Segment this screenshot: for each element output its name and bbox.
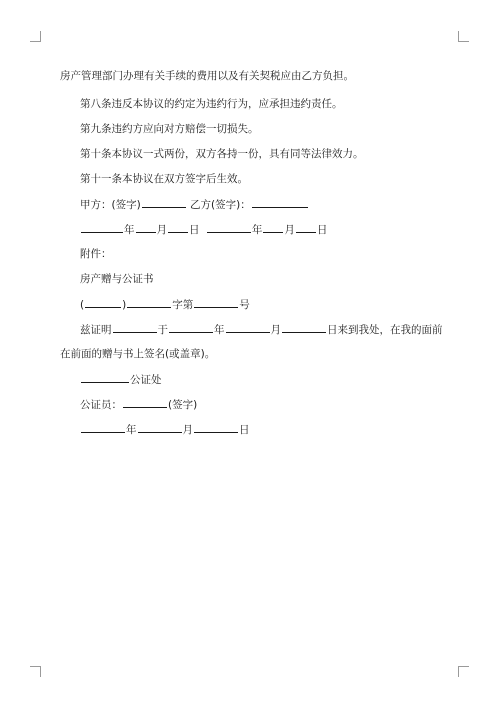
corner-mark-top-left [30, 31, 41, 42]
serial-blank [194, 297, 238, 308]
year-blank [81, 222, 123, 233]
certify-line [80, 322, 443, 337]
article-9: 第九条违约方应向对方赔偿一切损失。 [80, 123, 259, 135]
corner-mark-bottom-left [30, 666, 41, 677]
zi-label: 字第 [172, 299, 194, 311]
year-label: 年 [126, 424, 137, 436]
article-11: 第十一条本协议在双方签字后生效。 [80, 173, 248, 185]
yu-label: 于 [157, 324, 168, 336]
notary-person-label: 公证员： [80, 399, 122, 411]
office-name-blank [81, 372, 129, 383]
year-blank [81, 422, 125, 433]
day-blank [296, 222, 316, 233]
party-b-label: 乙方(签字)： [190, 199, 251, 211]
day-label: 日 [189, 224, 200, 236]
day-blank [282, 322, 326, 333]
month-blank [226, 322, 270, 333]
paragraph-tax-burden: 房产管理部门办理有关手续的费用以及有关契税应由乙方负担。 [60, 70, 354, 82]
month-label: 月 [156, 224, 167, 236]
hao-label: 号 [239, 299, 250, 311]
month-blank [263, 222, 283, 233]
certify-prefix: 兹证明 [80, 324, 112, 336]
party-a-label: 甲方：(签字) [80, 199, 141, 211]
year-label: 年 [251, 224, 263, 236]
year-blank [207, 222, 251, 233]
date-line-1 [80, 222, 327, 237]
month-label: 月 [182, 424, 193, 436]
party-a-blank [142, 197, 186, 208]
day-label: 日 [316, 224, 328, 236]
signature-line [80, 197, 309, 212]
notary-person-blank [123, 397, 167, 408]
year-blank [169, 322, 213, 333]
article-10: 第十条本协议一式两份，双方各持一份，具有同等法律效力。 [80, 148, 364, 160]
day-label: 日 [239, 424, 250, 436]
paren-open: ( [80, 299, 85, 311]
month-label: 月 [270, 324, 281, 336]
corner-mark-top-right [458, 31, 469, 42]
notary-title: 房产赠与公证书 [80, 273, 154, 285]
month-label: 月 [284, 224, 295, 236]
notary-office-line [80, 372, 162, 387]
attachment-label: 附件： [80, 248, 112, 260]
notary-person-line [80, 397, 197, 412]
date-line-3 [80, 422, 250, 437]
number-blank [127, 297, 171, 308]
party-b-blank [252, 197, 308, 208]
day-blank [194, 422, 238, 433]
article-8: 第八条违反本协议的约定为违约行为，应承担违约责任。 [80, 98, 343, 110]
office-label: 公证处 [130, 374, 162, 386]
month-blank [138, 422, 182, 433]
paren-close: ) [122, 299, 127, 311]
name-blank [113, 322, 157, 333]
notary-number-line [80, 297, 250, 312]
notary-sign-label: (签字) [168, 399, 198, 411]
year-label: 年 [124, 224, 135, 236]
month-blank [136, 222, 156, 233]
certify-continuation: 在前面的赠与书上签名(或盖章)。 [60, 348, 216, 360]
day-blank [168, 222, 188, 233]
number-prefix-blank [85, 297, 121, 308]
year-label: 年 [214, 324, 225, 336]
corner-mark-bottom-right [458, 666, 469, 677]
certify-suffix: 日来到我处，在我的面前 [327, 324, 443, 336]
